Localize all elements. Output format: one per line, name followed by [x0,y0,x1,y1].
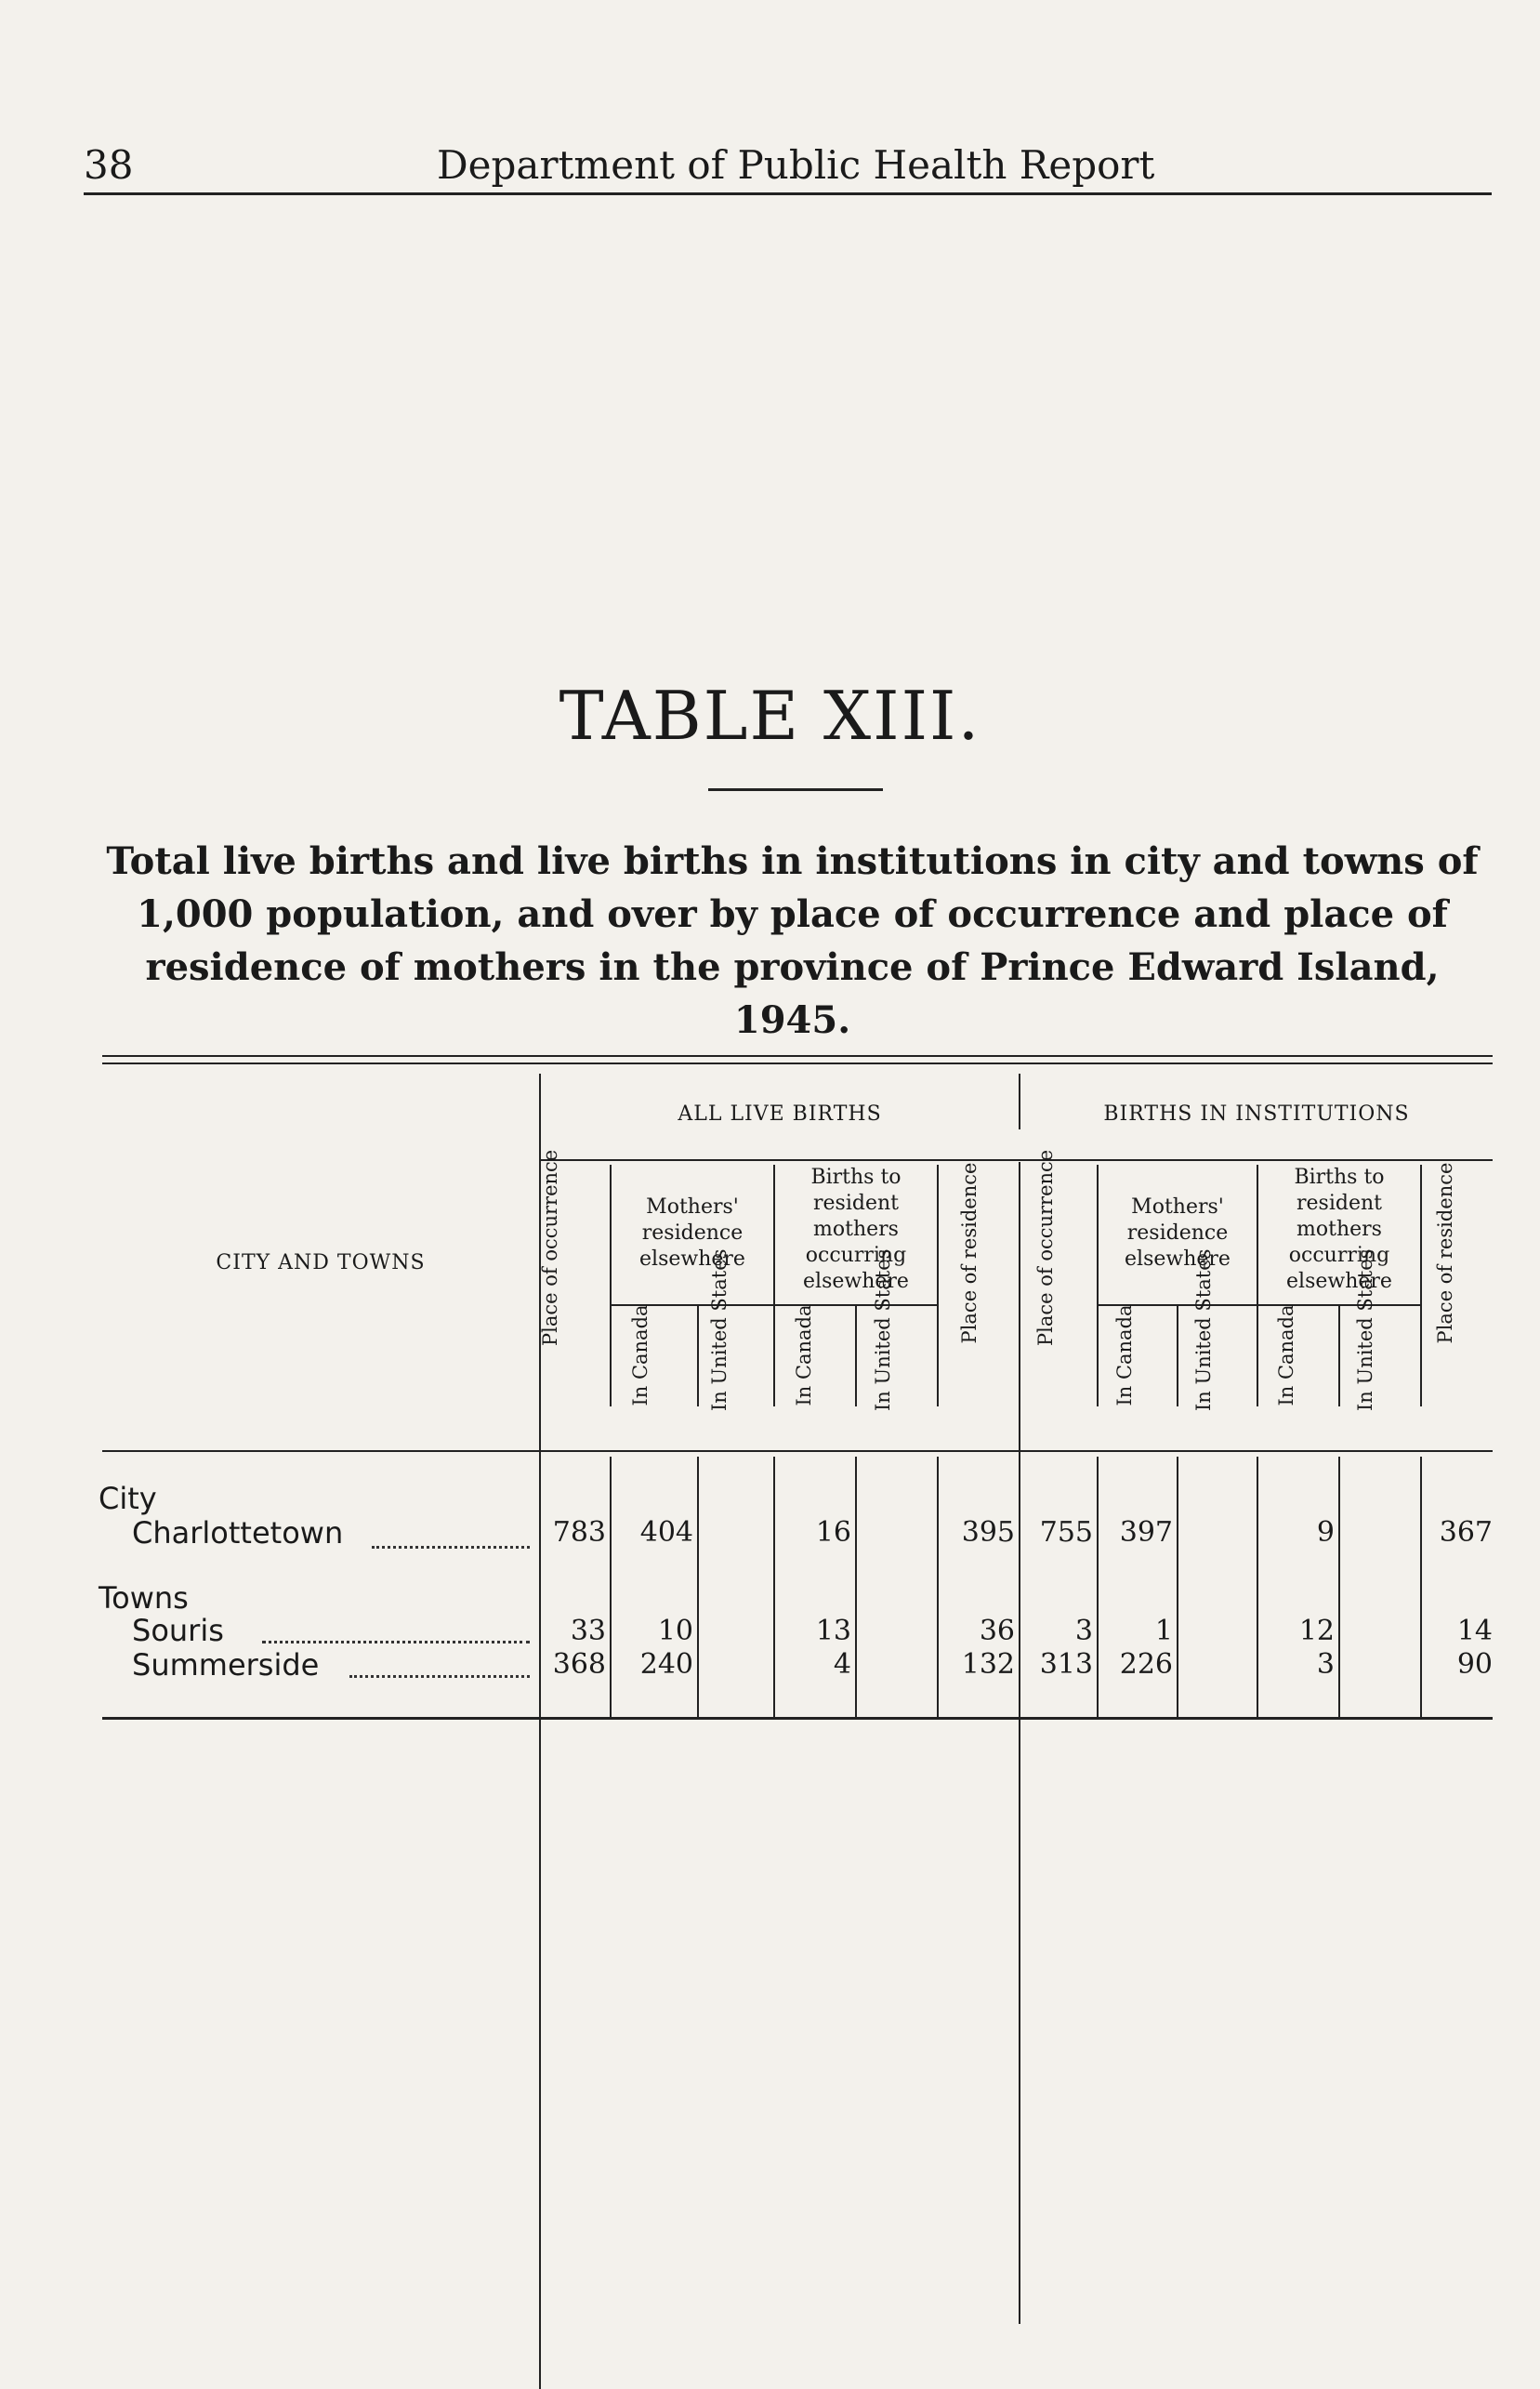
group-all-live-births: ALL LIVE BIRTHS [678,1102,882,1126]
cell: 313 [1039,1648,1093,1681]
col-in-us-2: In United States [872,1248,894,1411]
cell: 395 [961,1516,1015,1549]
col-in-us-1: In United States [708,1248,731,1411]
col-place-residence-all: Place of residence [958,1162,981,1344]
table-top-rule [102,1055,1493,1057]
row-label-summerside: Summerside [132,1647,320,1683]
body-col-line [697,1457,699,1717]
cell: 367 [1439,1516,1493,1549]
group-divider [1019,1162,1020,2324]
cell: 16 [815,1516,851,1549]
leader-dots [349,1675,530,1678]
cell: 14 [1456,1615,1493,1647]
col-line [1338,1306,1340,1406]
cell: 90 [1456,1648,1493,1681]
col-births-to-inst: Births to resident mothers occurring elsewhere [1286,1166,1392,1293]
cell: 3 [1316,1648,1335,1681]
row-heading-towns: Towns [99,1580,189,1616]
header-bottom-rule [102,1450,1493,1452]
col-line [855,1306,857,1406]
group-underline [539,1159,1493,1161]
col-place-occurrence-inst: Place of occurrence [1034,1149,1057,1346]
title-rule [708,788,883,791]
table-title: TABLE XIII. [559,677,981,755]
col-mothers-res-all: Mothers' residence elsewhere [639,1195,745,1271]
col-in-canada-3: In Canada [1113,1304,1136,1406]
table-top-rule-2 [102,1063,1493,1064]
cell: 226 [1119,1648,1173,1681]
col-births-to-all: Births to resident mothers occurring elsewhere [803,1166,909,1293]
cell: 368 [552,1648,606,1681]
col-place-residence-inst: Place of residence [1434,1162,1456,1344]
col-mothers-res-inst: Mothers' residence elsewhere [1125,1195,1231,1271]
leader-dots [262,1641,530,1643]
cell: 10 [657,1615,693,1647]
cell: 12 [1298,1615,1335,1647]
cell: 3 [1074,1615,1093,1647]
col-place-occurrence-all: Place of occurrence [539,1149,561,1346]
col-in-us-3: In United States [1192,1248,1215,1411]
col-line [1177,1306,1178,1406]
births-table [99,1055,1493,1720]
row-label-souris: Souris [132,1613,224,1648]
row-label-charlottetown: Charlottetown [132,1515,344,1551]
cell: 36 [979,1615,1015,1647]
col-in-us-4: In United States [1354,1248,1376,1411]
body-col-line [1338,1457,1340,1717]
col-in-canada-2: In Canada [793,1304,815,1406]
col-line [937,1165,939,1406]
cell: 783 [552,1516,606,1549]
col-line [1420,1165,1422,1406]
cell: 13 [815,1615,851,1647]
cell: 1 [1154,1615,1173,1647]
cell: 397 [1119,1516,1173,1549]
cell: 240 [639,1648,693,1681]
cell: 33 [570,1615,606,1647]
cell: 9 [1316,1516,1335,1549]
col-in-canada-4: In Canada [1275,1304,1297,1406]
cell: 755 [1039,1516,1093,1549]
col-in-canada-1: In Canada [629,1304,652,1406]
table-caption: Total live births and live births in institutions in city and towns of 1,000 population, and over by place of occurrence and place of residence of mothers in the province of Prince Edward Island, 1945. [106,839,1479,1042]
cell: 404 [639,1516,693,1549]
page-number: 38 [84,142,134,188]
stub-heading: CITY AND TOWNS [216,1251,426,1274]
body-col-line [1177,1457,1178,1717]
group-births-institutions: BIRTHS IN INSTITUTIONS [1103,1102,1410,1126]
cell: 4 [833,1648,851,1681]
cell: 132 [961,1648,1015,1681]
table-bottom-rule [102,1717,1493,1720]
row-heading-city: City [99,1481,157,1516]
running-title: Department of Public Health Report [437,142,1155,188]
body-col-line [855,1457,857,1717]
col-line [697,1306,699,1406]
page-header [84,135,1492,195]
leader-dots [372,1546,530,1549]
